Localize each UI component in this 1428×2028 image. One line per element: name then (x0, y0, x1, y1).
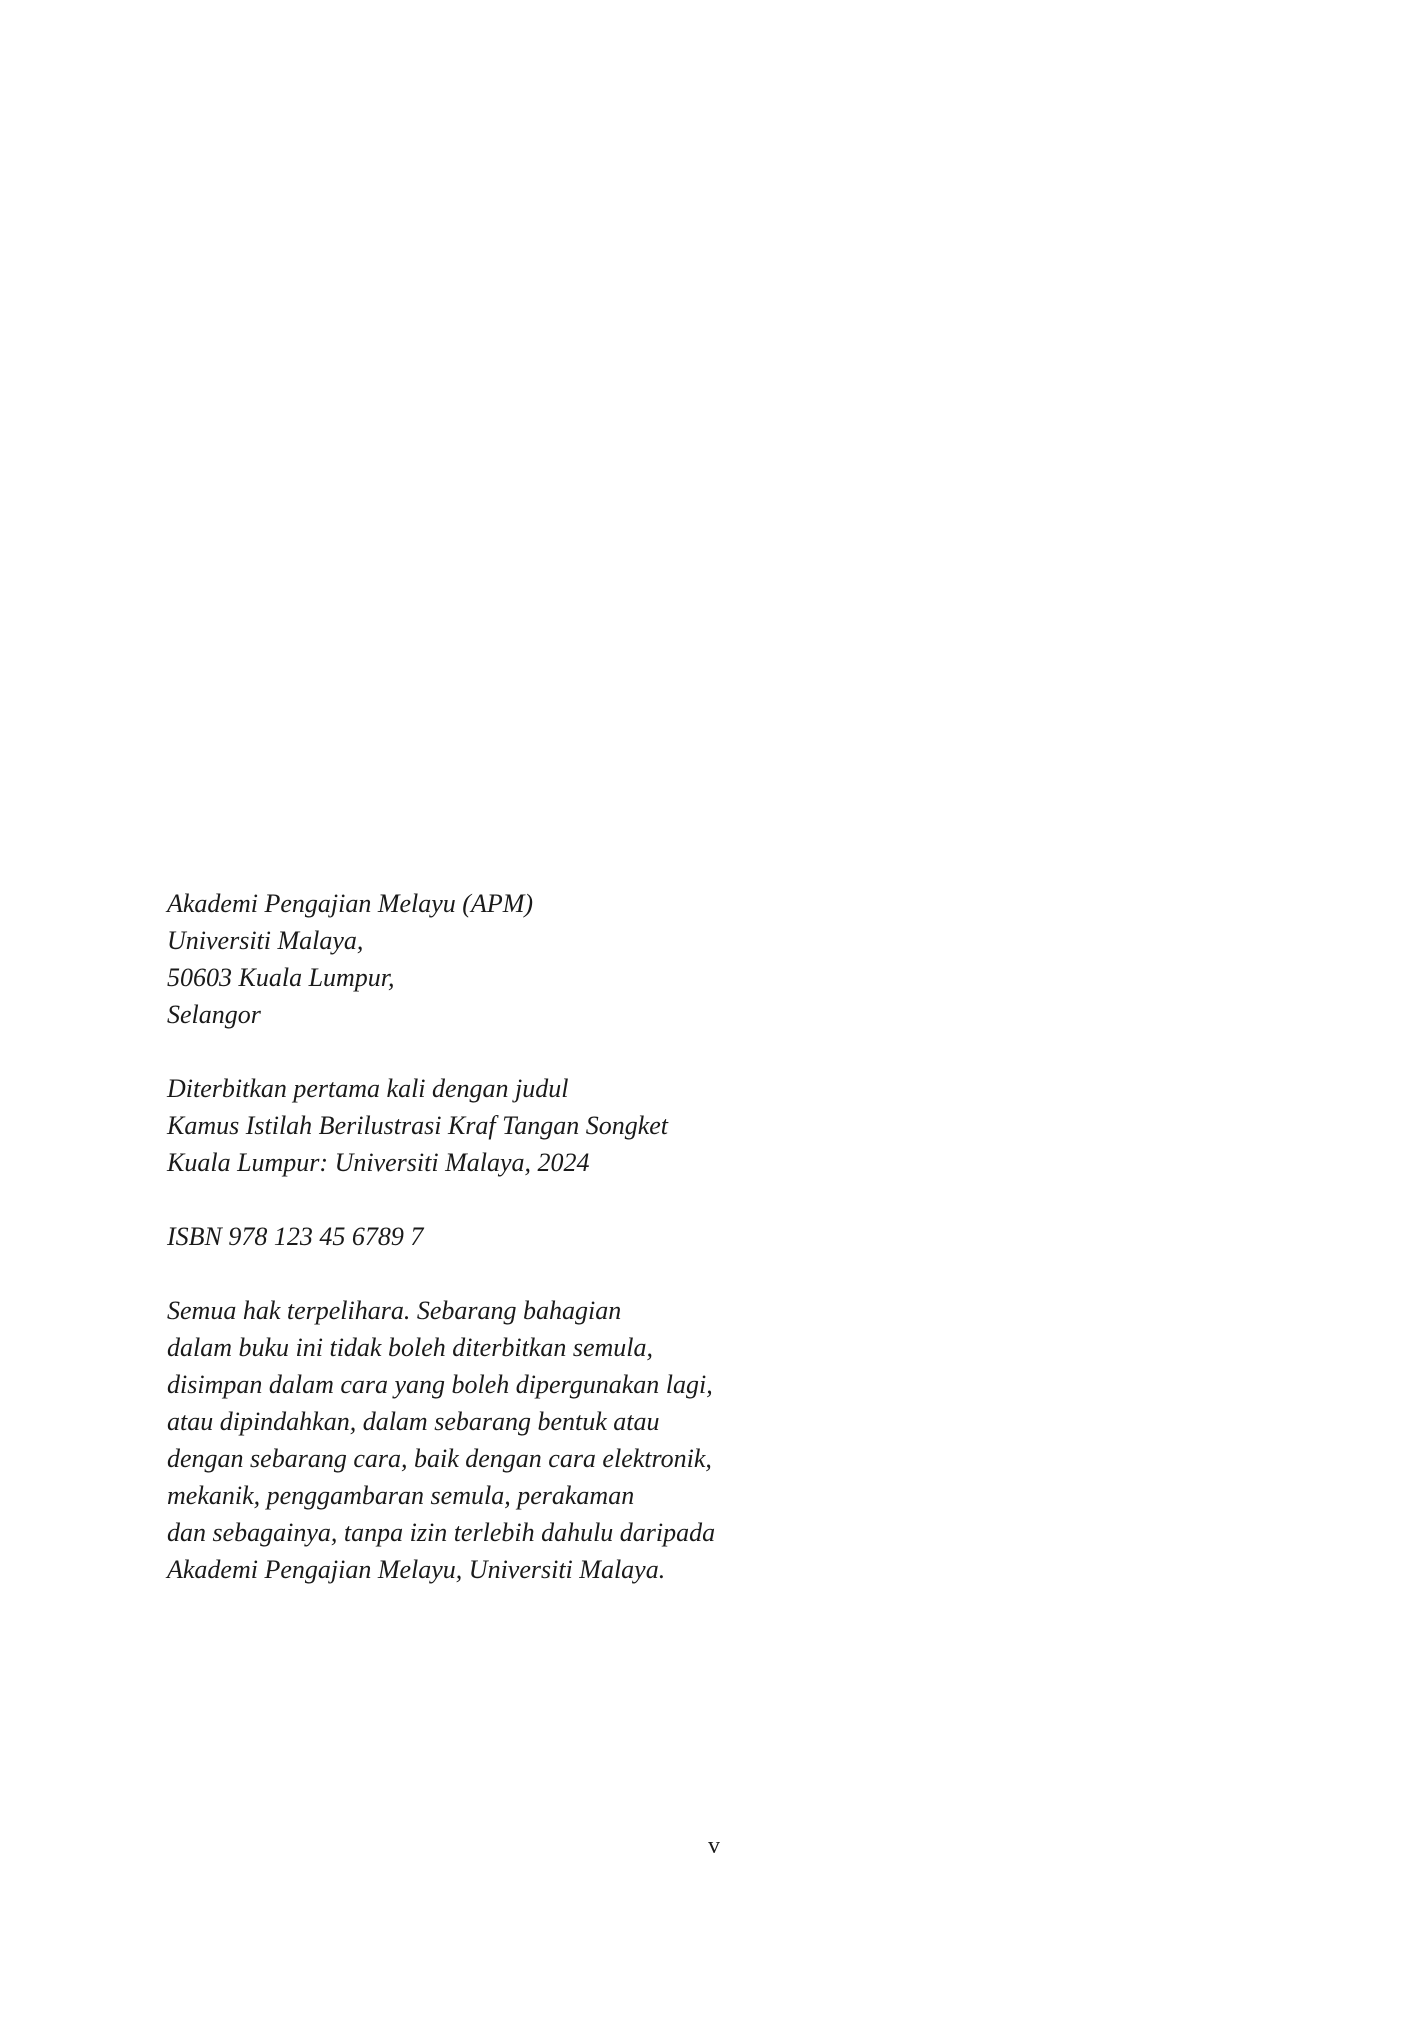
publisher-address (167, 885, 1067, 1033)
copyright-line: atau dipindahkan, dalam sebarang bentuk atau (167, 1407, 660, 1436)
publication-line: Diterbitkan pertama kali dengan judul (167, 1074, 569, 1103)
isbn-line: ISBN 978 123 45 6789 7 (167, 1222, 424, 1251)
address-line: Universiti Malaya, (167, 926, 364, 955)
copyright-line: Semua hak terpelihara. Sebarang bahagian (167, 1296, 622, 1325)
publication-info (167, 1070, 1067, 1181)
copyright-line: dalam buku ini tidak boleh diterbitkan semula, (167, 1333, 653, 1362)
copyright-line: dengan sebarang cara, baik dengan cara elektronik, (167, 1444, 712, 1473)
copyright-line: Akademi Pengajian Melayu, Universiti Malaya. (167, 1555, 666, 1584)
copyright-line: disimpan dalam cara yang boleh dipergunakan lagi, (167, 1370, 713, 1399)
copyright-line: dan sebagainya, tanpa izin terlebih dahulu daripada (167, 1518, 716, 1547)
copyright-notice (167, 1292, 1067, 1588)
address-line: Selangor (167, 1000, 261, 1029)
imprint-text-block (167, 885, 1067, 1588)
address-line: 50603 Kuala Lumpur, (167, 963, 395, 992)
address-line: Akademi Pengajian Melayu (APM) (167, 889, 534, 918)
publication-line: Kamus Istilah Berilustrasi Kraf Tangan Songket (167, 1111, 669, 1140)
page-number: v (708, 1833, 720, 1859)
copyright-line: mekanik, penggambaran semula, perakaman (167, 1481, 635, 1510)
isbn-info (167, 1218, 1067, 1255)
publication-line: Kuala Lumpur: Universiti Malaya, 2024 (167, 1148, 590, 1177)
